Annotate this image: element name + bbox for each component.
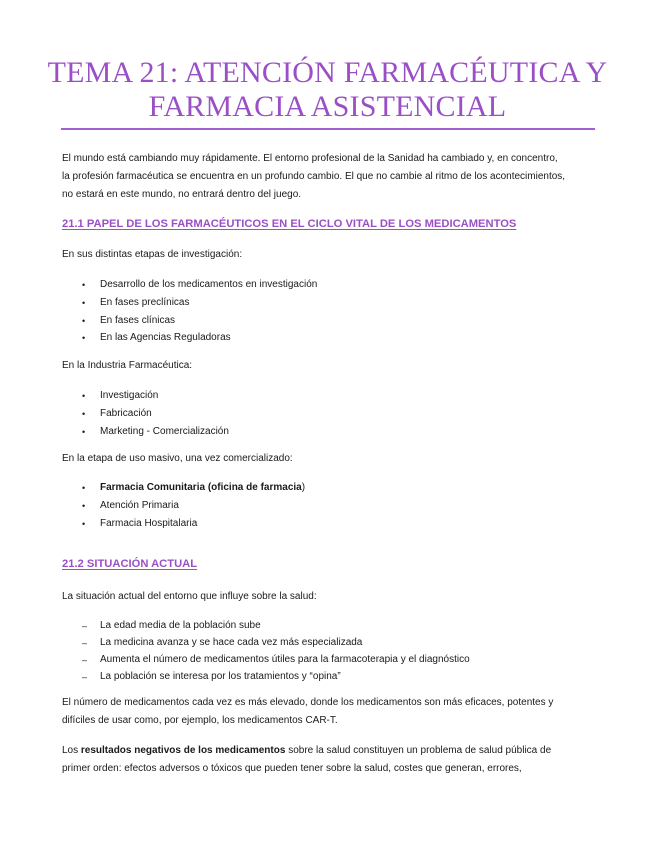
section-heading-21-1: 21.1 PAPEL DE LOS FARMACÉUTICOS EN EL CICLO VITAL DE LOS MEDICAMENTOS <box>62 218 517 230</box>
dash-icon: – <box>82 672 88 682</box>
paragraph-line: difíciles de usar como, por ejemplo, los medicamentos CAR-T. <box>62 715 338 726</box>
bold-text: Farmacia Comunitaria (oficina de farmacia <box>100 482 302 493</box>
situation-label: La situación actual del entorno que influye sobre la salud: <box>62 591 317 602</box>
group2-label: En la Industria Farmacéutica: <box>62 360 193 371</box>
dash-icon: – <box>82 638 88 648</box>
bullet-icon: • <box>82 427 86 437</box>
dash-icon: – <box>82 655 88 665</box>
group1-label: En sus distintas etapas de investigación: <box>62 249 243 260</box>
bullet-icon: • <box>82 391 86 401</box>
title-underline <box>61 128 595 130</box>
page-title-line-2: FARMACIA ASISTENCIAL <box>148 90 507 123</box>
page-title-line-1: TEMA 21: ATENCIÓN FARMACÉUTICA Y <box>47 56 608 89</box>
bullet-icon: • <box>82 333 86 343</box>
bullet-icon: • <box>82 316 86 326</box>
document-page: TEMA 21: ATENCIÓN FARMACÉUTICA Y FARMACIA ASISTENCIAL El mundo está cambiando muy rápidamente. El entorno profesional de la Sanidad ha cambiado y, en concentro, la profesión farmacéutica se encuentra en un profundo cambio. El que no cambie al ritmo de los acontecimientos, no estará en este mundo, no entrará dentro del juego. 21.1 PAPEL DE LOS FARMACÉUTICOS EN EL CICLO VITAL DE LOS MEDICAMENTOS En sus distintas etapas de investigación: • Desarrollo de los medicamentos en investigación • En fases preclínicas • En fases clínicas • En las Agencias Reguladoras En la Industria Farmacéutica: • Investigación • Fabricación • Marketing - Comercialización En la etapa de uso masivo, una vez comercializado: • Farmacia Comunitaria (oficina de farmacia) • Atención Primaria • Farmacia Hospitalaria 21.2 SITUACIÓN ACTUAL La situación actual del entorno que influye sobre la salud: – La edad media de la población sube – La medicina avanza y se hace cada vez más especializada – Aumenta el número de medicamentos útiles para la farmacoterapia y el diagnóstico – La población se interesa por los tratamientos y “opina” El número de medicamentos cada vez es más elevado, donde los medicamentos son más eficaces, potentes y difíciles de usar como, por ejemplo, los medicamentos CAR-T. Los resultados negativos de los medicamentos sobre la salud constituyen un problema de salud pública de primer orden: efectos adversos o tóxicos que pueden tener sobre la salud, costes que generan, errores, <box>0 0 655 848</box>
bullet-icon: • <box>82 483 86 493</box>
intro-line-3: no estará en este mundo, no entrará dentro del juego. <box>62 189 302 200</box>
section-heading-21-2: 21.2 SITUACIÓN ACTUAL <box>62 558 198 570</box>
intro-line-2: la profesión farmacéutica se encuentra en un profundo cambio. El que no cambie al ritmo de los acontecimientos, <box>62 171 566 182</box>
bullet-icon: • <box>82 409 86 419</box>
dash-icon: – <box>82 621 88 631</box>
bullet-icon: • <box>82 519 86 529</box>
paragraph-line: El número de medicamentos cada vez es más elevado, donde los medicamentos son más eficaces, potentes y <box>62 697 554 708</box>
bullet-icon: • <box>82 501 86 511</box>
bullet-icon: • <box>82 280 86 290</box>
page-title <box>40 56 615 124</box>
paragraph-line: primer orden: efectos adversos o tóxicos que pueden tener sobre la salud, costes que generan, errores, <box>62 763 522 774</box>
intro-line-1: El mundo está cambiando muy rápidamente. El entorno profesional de la Sanidad ha cambiado y, en concentro, <box>62 153 558 164</box>
paragraph-line: Los resultados negativos de los medicamentos sobre la salud constituyen un problema de salud pública de <box>62 745 552 756</box>
bold-text: resultados negativos de los medicamentos <box>80 745 286 756</box>
bullet-icon: • <box>82 298 86 308</box>
group3-label: En la etapa de uso masivo, una vez comercializado: <box>62 453 293 464</box>
